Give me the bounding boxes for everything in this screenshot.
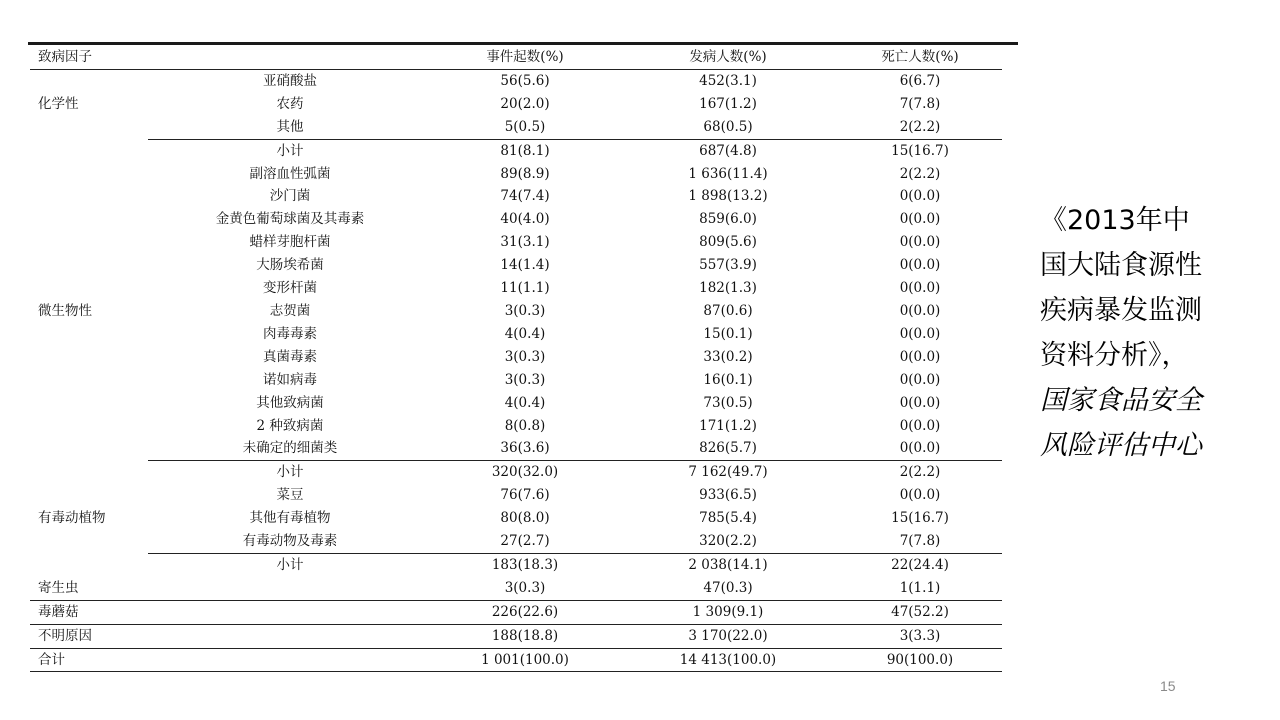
events-cell: 36(3.6) <box>500 440 550 457</box>
events-cell: 4(0.4) <box>504 325 546 342</box>
events-cell: 20(2.0) <box>500 95 550 112</box>
events-cell: 31(3.1) <box>500 234 550 251</box>
events-cell: 4(0.4) <box>504 394 546 411</box>
deaths-cell: 0(0.0) <box>899 440 941 457</box>
events-cell: 8(0.8) <box>504 417 546 434</box>
cases-cell: 15(0.1) <box>703 325 753 342</box>
header-blank <box>148 46 432 69</box>
row-label: 其他有毒植物 <box>249 510 331 527</box>
row-label-parasite: 寄生虫 <box>38 579 79 596</box>
row-spacer <box>148 624 432 648</box>
cases-cell: 182(1.3) <box>699 280 757 297</box>
row-label: 其他 <box>276 118 304 135</box>
events-cell: 56(5.6) <box>500 72 550 89</box>
table-row <box>30 484 1002 507</box>
table-row <box>30 507 1002 530</box>
deaths-cell: 0(0.0) <box>899 280 941 297</box>
table-row <box>30 600 1002 624</box>
row-label: 农药 <box>276 95 304 112</box>
row-spacer <box>148 600 432 624</box>
row-label: 其他致病菌 <box>256 394 324 411</box>
cases-cell: 73(0.5) <box>703 394 753 411</box>
table-row <box>30 69 1002 92</box>
events-cell: 3(0.3) <box>504 579 546 596</box>
events-cell: 76(7.6) <box>500 487 550 504</box>
deaths-cell: 0(0.0) <box>899 325 941 342</box>
row-label-mushroom: 毒蘑菇 <box>30 600 148 624</box>
group-spacer <box>30 553 148 576</box>
row-label: 真菌毒素 <box>263 348 317 365</box>
events-cell: 183(18.3) <box>432 553 618 576</box>
header-events: 事件起数(%) <box>432 46 618 69</box>
deaths-cell: 0(0.0) <box>899 188 941 205</box>
cases-cell: 826(5.7) <box>699 440 757 457</box>
cases-cell: 87(0.6) <box>703 302 753 319</box>
events-cell: 27(2.7) <box>500 533 550 550</box>
cases-cell: 859(6.0) <box>699 211 757 228</box>
row-label: 肉毒毒素 <box>263 325 317 342</box>
deaths-cell: 0(0.0) <box>899 348 941 365</box>
row-label: 志贺菌 <box>269 302 311 319</box>
deaths-cell: 0(0.0) <box>899 394 941 411</box>
table-row <box>30 577 1002 600</box>
citation-line: 资料分析》， <box>1040 340 1189 371</box>
cases-cell: 14 413(100.0) <box>618 648 838 672</box>
header-deaths: 死亡人数(%) <box>838 46 1002 69</box>
row-label: 亚硝酸盐 <box>263 72 317 89</box>
cases-cell: 1 898(13.2) <box>688 188 768 205</box>
deaths-cell: 90(100.0) <box>838 648 1002 672</box>
row-label: 大肠埃希菌 <box>256 257 324 274</box>
cases-cell: 167(1.2) <box>699 95 757 112</box>
deaths-cell: 0(0.0) <box>899 371 941 388</box>
table-row <box>30 231 1002 254</box>
deaths-cell: 7(7.8) <box>899 95 941 112</box>
table-row <box>30 208 1002 231</box>
table-row <box>30 277 1002 300</box>
events-cell: 89(8.9) <box>500 165 550 182</box>
table-row <box>30 323 1002 346</box>
row-label: 变形杆菌 <box>263 280 317 297</box>
events-cell: 226(22.6) <box>432 600 618 624</box>
deaths-cell: 47(52.2) <box>838 600 1002 624</box>
cases-cell: 68(0.5) <box>703 118 753 135</box>
row-label-unknown: 不明原因 <box>30 624 148 648</box>
row-label: 菜豆 <box>276 487 304 504</box>
table-row <box>30 369 1002 392</box>
row-label: 沙门菌 <box>269 188 311 205</box>
source-citation <box>1040 198 1260 468</box>
table-top-rule <box>28 42 1018 45</box>
cases-cell: 452(3.1) <box>699 72 757 89</box>
row-spacer <box>148 648 432 672</box>
deaths-cell: 2(2.2) <box>838 461 1002 484</box>
table-row <box>30 116 1002 139</box>
events-cell: 320(32.0) <box>432 461 618 484</box>
cases-cell: 1 309(9.1) <box>618 600 838 624</box>
table-row <box>30 392 1002 415</box>
row-label: 诺如病毒 <box>263 371 317 388</box>
deaths-cell: 7(7.8) <box>899 533 941 550</box>
deaths-cell: 6(6.7) <box>899 72 941 89</box>
citation-line: 《2013年中 <box>1040 205 1190 236</box>
data-table <box>30 46 1002 672</box>
group-label-microbial: 微生物性 <box>38 303 92 320</box>
table-row <box>30 415 1002 438</box>
subtotal-row <box>30 553 1002 576</box>
events-cell: 3(0.3) <box>504 371 546 388</box>
deaths-cell: 0(0.0) <box>899 257 941 274</box>
deaths-cell: 15(16.7) <box>891 510 949 527</box>
events-cell: 81(8.1) <box>432 139 618 162</box>
events-cell: 40(4.0) <box>500 211 550 228</box>
group-label-toxic-plants-animals: 有毒动植物 <box>38 510 106 527</box>
deaths-cell: 0(0.0) <box>899 487 941 504</box>
row-label: 未确定的细菌类 <box>242 440 338 457</box>
table-row <box>30 300 1002 323</box>
row-spacer <box>148 577 432 600</box>
citation-line: 疾病暴发监测 <box>1040 295 1202 326</box>
table-row <box>30 254 1002 277</box>
header-cases: 发病人数(%) <box>618 46 838 69</box>
group-spacer <box>30 461 148 484</box>
subtotal-label: 小计 <box>148 553 432 576</box>
table-row <box>30 185 1002 208</box>
deaths-cell: 1(1.1) <box>899 579 941 596</box>
row-label: 2 种致病菌 <box>256 417 324 434</box>
events-cell: 14(1.4) <box>500 257 550 274</box>
row-label: 金黄色葡萄球菌及其毒素 <box>215 211 365 228</box>
deaths-cell: 15(16.7) <box>838 139 1002 162</box>
header-cause: 致病因子 <box>30 46 148 69</box>
subtotal-row <box>30 461 1002 484</box>
events-cell: 11(1.1) <box>500 280 550 297</box>
cases-cell: 809(5.6) <box>699 234 757 251</box>
cases-cell: 933(6.5) <box>699 487 757 504</box>
table-row <box>30 624 1002 648</box>
citation-line: 国大陆食源性 <box>1040 250 1202 281</box>
events-cell: 3(0.3) <box>504 302 546 319</box>
total-label: 合计 <box>30 648 148 672</box>
table-row <box>30 346 1002 369</box>
row-label: 蜡样芽胞杆菌 <box>249 234 331 251</box>
subtotal-row <box>30 139 1002 162</box>
table-row <box>30 530 1002 553</box>
group-label-chemical: 化学性 <box>38 96 79 113</box>
cases-cell: 1 636(11.4) <box>688 165 768 182</box>
table-row <box>30 437 1002 460</box>
subtotal-label: 小计 <box>148 139 432 162</box>
cases-cell: 33(0.2) <box>703 348 753 365</box>
events-cell: 188(18.8) <box>432 624 618 648</box>
citation-source-line: 风险评估中心 <box>1040 430 1202 461</box>
total-row <box>30 648 1002 672</box>
cases-cell: 171(1.2) <box>699 417 757 434</box>
deaths-cell: 0(0.0) <box>899 417 941 434</box>
group-spacer <box>30 139 148 162</box>
cases-cell: 320(2.2) <box>699 533 757 550</box>
row-label: 有毒动物及毒素 <box>242 533 338 550</box>
events-cell: 80(8.0) <box>500 510 550 527</box>
deaths-cell: 0(0.0) <box>899 234 941 251</box>
table-row <box>30 93 1002 116</box>
cases-cell: 785(5.4) <box>699 510 757 527</box>
events-cell: 5(0.5) <box>504 118 546 135</box>
cases-cell: 47(0.3) <box>703 579 753 596</box>
row-label: 副溶血性弧菌 <box>249 165 331 182</box>
page-number: 15 <box>1160 678 1176 694</box>
cases-cell: 687(4.8) <box>618 139 838 162</box>
cases-cell: 557(3.9) <box>699 257 757 274</box>
events-cell: 1 001(100.0) <box>432 648 618 672</box>
citation-source-line: 国家食品安全 <box>1040 385 1202 416</box>
table-row <box>30 163 1002 186</box>
cases-cell: 3 170(22.0) <box>618 624 838 648</box>
cases-cell: 2 038(14.1) <box>618 553 838 576</box>
deaths-cell: 22(24.4) <box>838 553 1002 576</box>
deaths-cell: 0(0.0) <box>899 302 941 319</box>
deaths-cell: 0(0.0) <box>899 211 941 228</box>
deaths-cell: 2(2.2) <box>899 118 941 135</box>
deaths-cell: 3(3.3) <box>838 624 1002 648</box>
events-cell: 3(0.3) <box>504 348 546 365</box>
deaths-cell: 2(2.2) <box>899 165 941 182</box>
events-cell: 74(7.4) <box>500 188 550 205</box>
table-header-row <box>30 46 1002 69</box>
cases-cell: 7 162(49.7) <box>618 461 838 484</box>
subtotal-label: 小计 <box>148 461 432 484</box>
cases-cell: 16(0.1) <box>703 371 753 388</box>
